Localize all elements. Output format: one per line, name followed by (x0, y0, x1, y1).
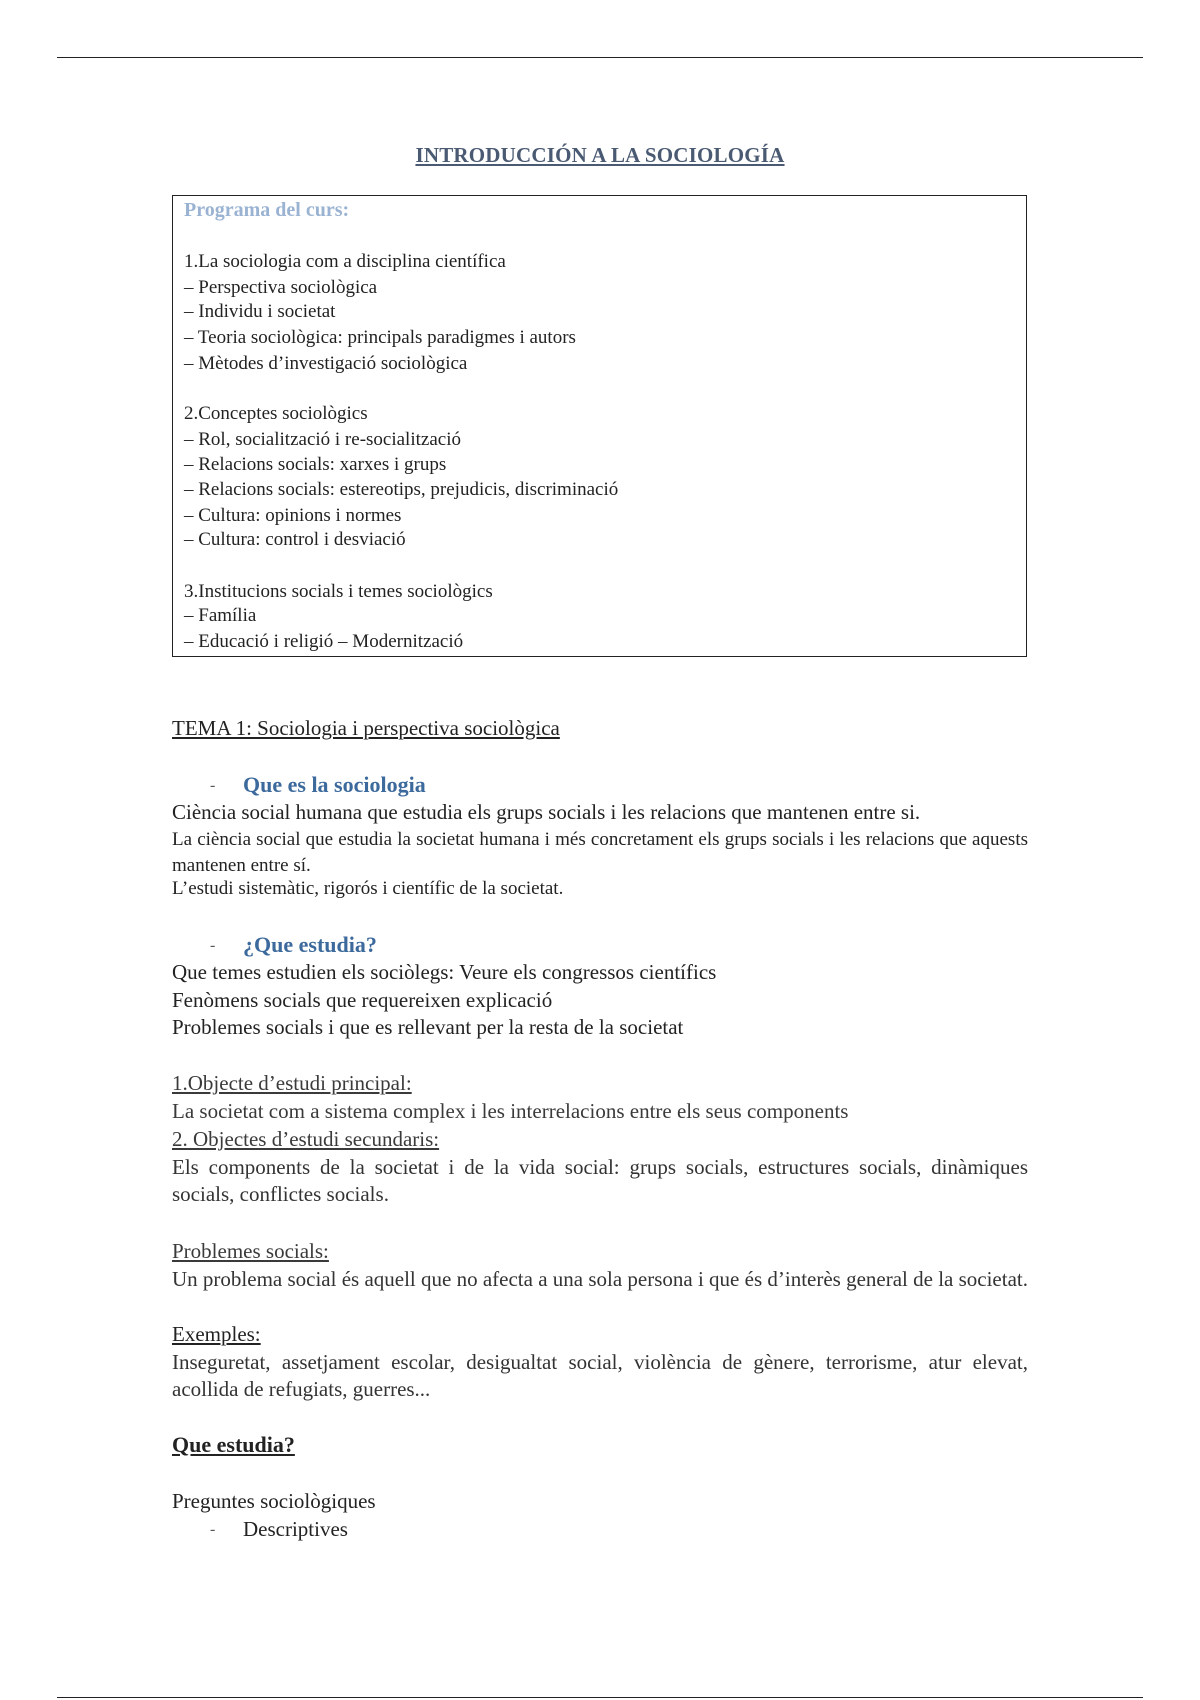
tema1-heading: TEMA 1: Sociologia i perspectiva sociològica (172, 716, 560, 740)
programa-line: – Família (184, 605, 257, 626)
bullet-dash: - (210, 937, 216, 954)
que-estudia-heading: ¿Que estudia? (243, 932, 377, 957)
definition-line: Ciència social humana que estudia els grups socials i les relacions que mantenen entre si. (172, 800, 921, 824)
objecte-principal-text: La societat com a sistema complex i les interrelacions entre els seus components (172, 1099, 849, 1123)
programa-line: 3.Institucions socials i temes sociològics (184, 581, 493, 602)
exemples-label: Exemples: (172, 1322, 261, 1346)
definition-line: L’estudi sistemàtic, rigorós i científic de la societat. (172, 878, 564, 899)
que-estudia-line: Fenòmens socials que requereixen explicació (172, 988, 553, 1012)
programa-line: – Teoria sociològica: principals paradigmes i autors (184, 327, 576, 348)
objecte-principal-label: 1.Objecte d’estudi principal: (172, 1071, 412, 1095)
programa-line: – Mètodes d’investigació sociològica (184, 353, 468, 374)
programa-line: 1.La sociologia com a disciplina científica (184, 251, 506, 272)
programa-line: – Individu i societat (184, 301, 336, 322)
que-es-heading: Que es la sociologia (243, 772, 426, 797)
bullet-dash: - (210, 1521, 216, 1538)
top-rule (57, 57, 1143, 58)
page-title: INTRODUCCIÓN A LA SOCIOLOGÍA (415, 143, 785, 167)
programa-line: – Rol, socialització i re-socialització (184, 429, 461, 450)
programa-line: – Cultura: opinions i normes (184, 505, 402, 526)
objectes-secundaris-text: Els components de la societat i de la vida social: grups socials, estructures socials, dinàmiques socials, conflictes socials. (172, 1155, 1028, 1206)
programa-line: 2.Conceptes sociològics (184, 403, 368, 424)
bottom-rule (57, 1697, 1143, 1698)
programa-heading: Programa del curs: (184, 199, 350, 221)
problemes-label: Problemes socials: (172, 1239, 329, 1263)
objectes-secundaris-label: 2. Objectes d’estudi secundaris: (172, 1127, 440, 1151)
bullet-dash: - (210, 777, 216, 794)
exemples-text: Inseguretat, assetjament escolar, desigualtat social, violència de gènere, terrorisme, atur elevat, acollida de refugiats, guerres... (172, 1350, 1028, 1401)
definition-paragraph: La ciència social que estudia la societat humana i més concretament els grups socials i les relacions que aquests mantenen entre sí. (172, 829, 1028, 876)
programa-line: – Relacions socials: xarxes i grups (184, 454, 447, 475)
que-estudia-heading-2: Que estudia? (172, 1432, 295, 1457)
descriptives-item: Descriptives (243, 1517, 348, 1541)
preguntes-line: Preguntes sociològiques (172, 1489, 376, 1513)
problemes-text: Un problema social és aquell que no afecta a una sola persona i que és d’interès general de la societat. (172, 1267, 1028, 1291)
programa-box (172, 195, 1027, 657)
que-estudia-line: Problemes socials i que es rellevant per la resta de la societat (172, 1015, 684, 1039)
programa-line: – Relacions socials: estereotips, prejudicis, discriminació (184, 479, 619, 500)
programa-line: – Educació i religió – Modernització (184, 631, 464, 652)
que-estudia-line: Que temes estudien els sociòlegs: Veure els congressos científics (172, 960, 717, 984)
programa-line: – Cultura: control i desviació (184, 529, 406, 550)
programa-line: – Perspectiva sociològica (184, 277, 378, 298)
